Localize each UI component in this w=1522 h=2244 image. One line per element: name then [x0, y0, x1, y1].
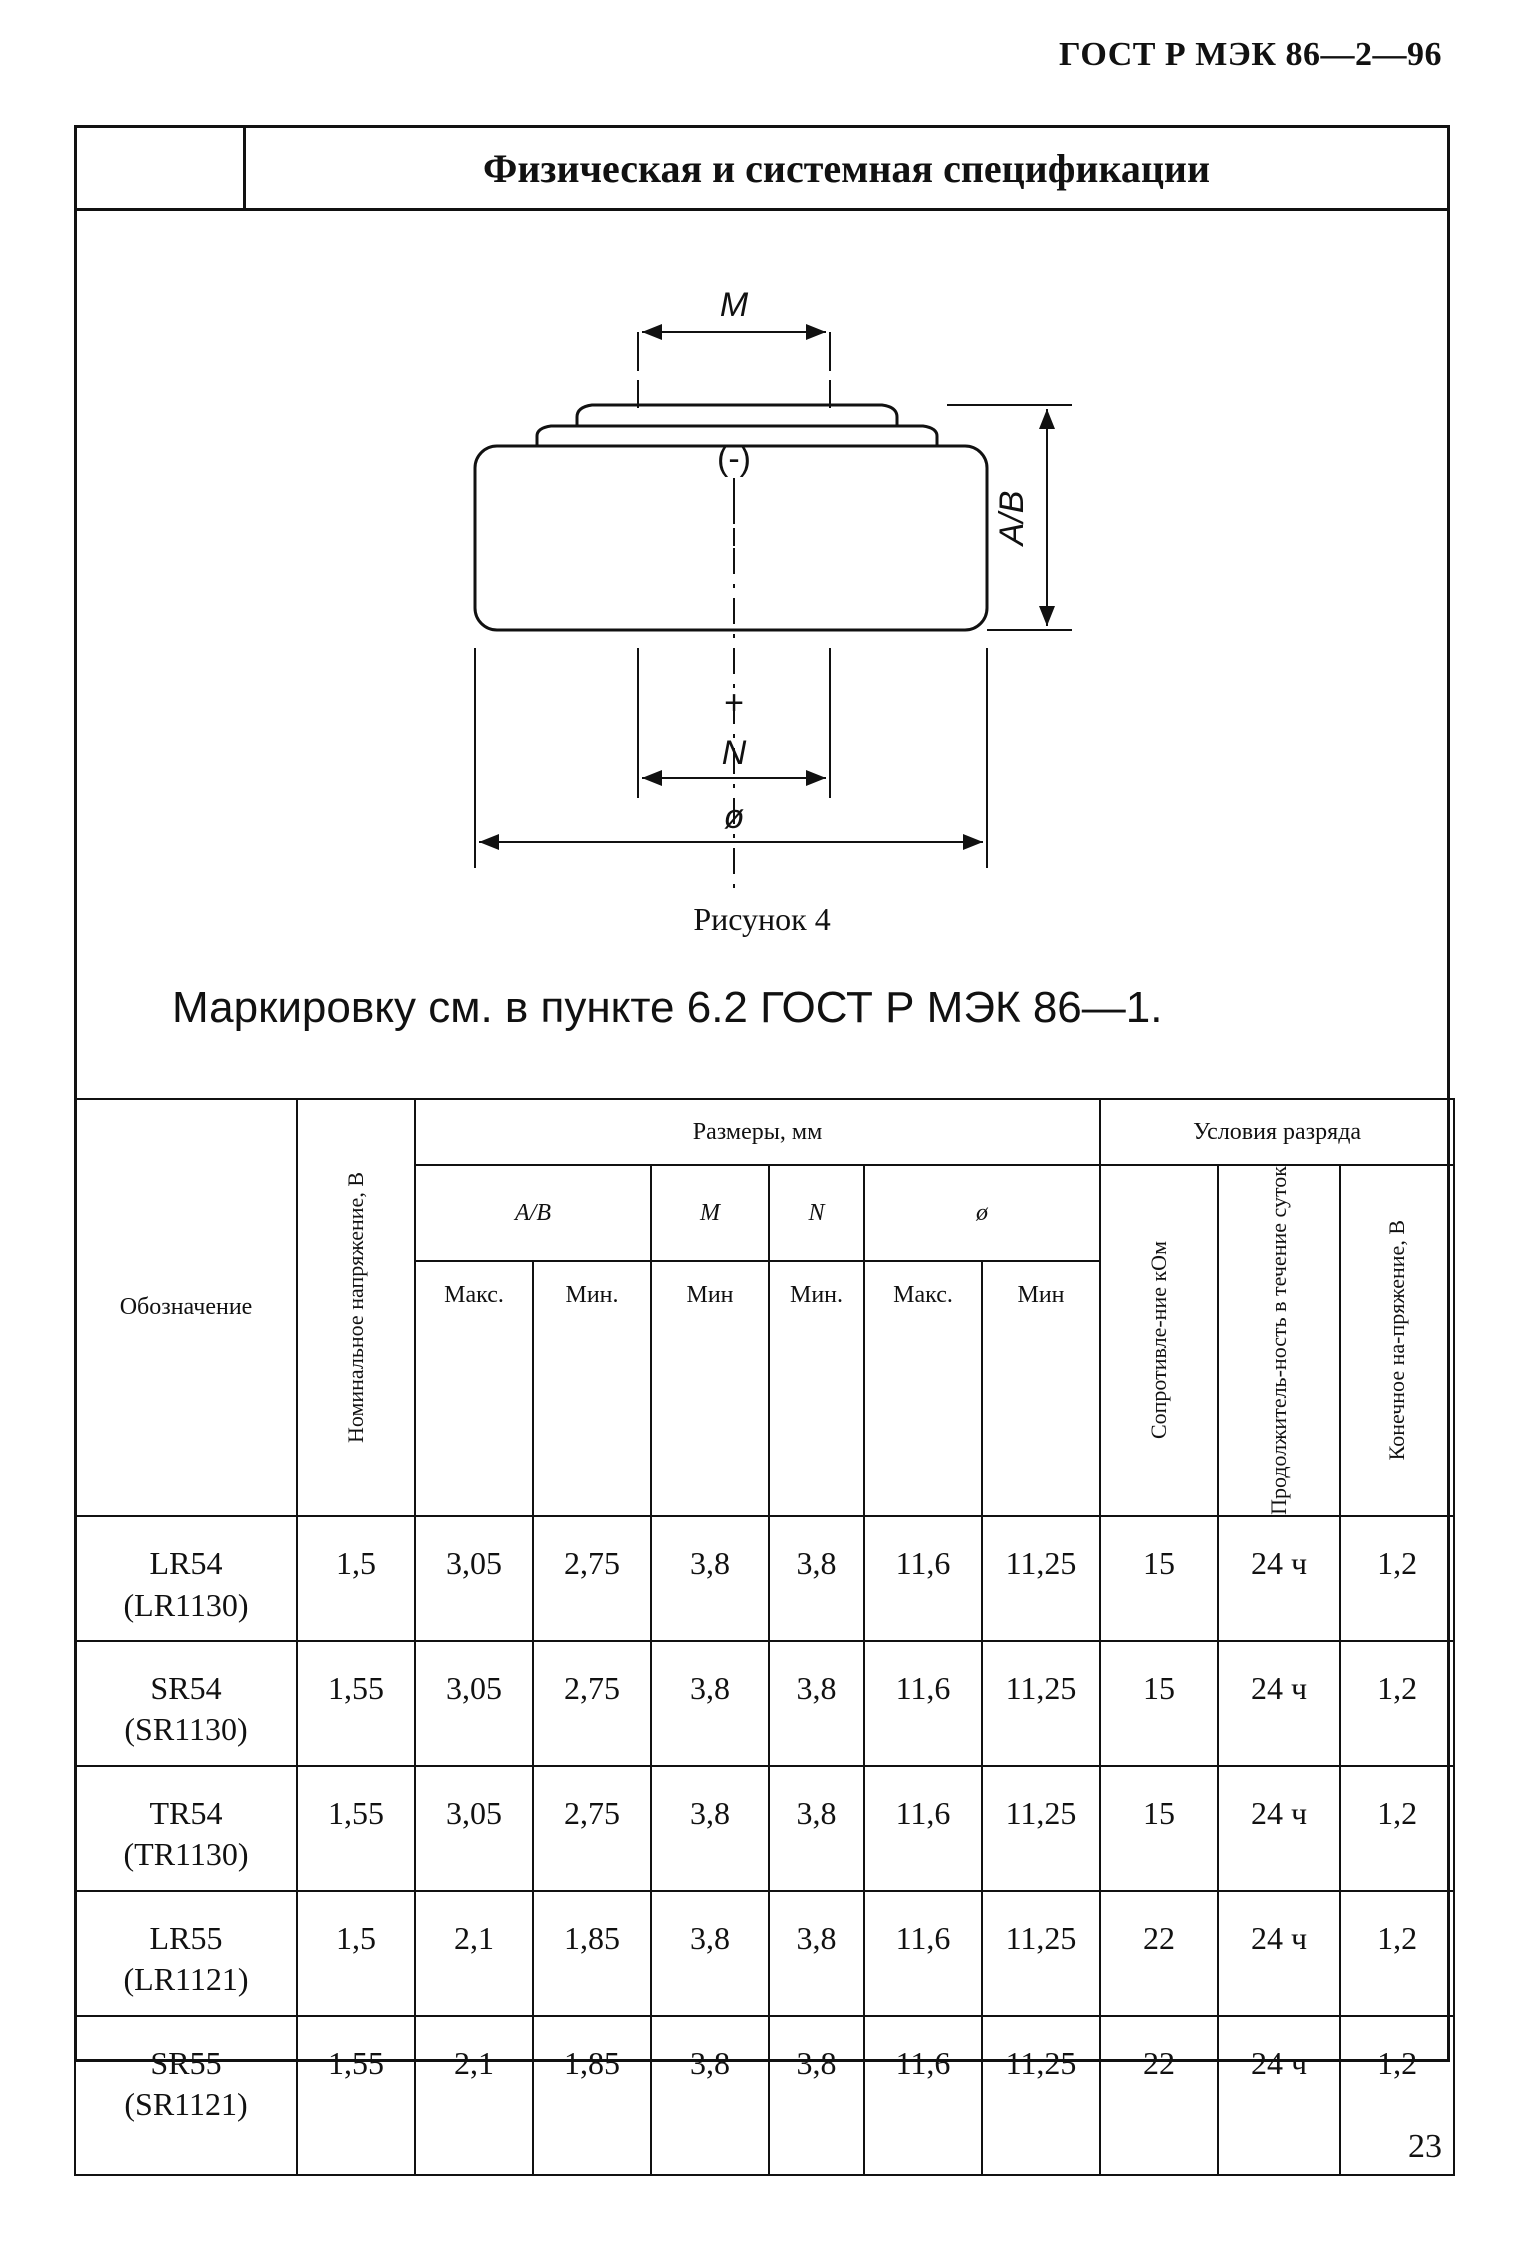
designation-code: SR55: [150, 2044, 222, 2081]
designation-code: LR54: [149, 1544, 223, 1581]
header-diameter: ø: [864, 1165, 1100, 1261]
designation-alt-code: (LR1130): [123, 1586, 249, 1623]
table-row: [75, 1516, 1454, 1641]
designation-alt-code: (TR1130): [123, 1836, 249, 1873]
header-m: M: [651, 1165, 769, 1261]
cell-m-min: 3,8: [651, 1766, 769, 1891]
battery-drawing: [77, 208, 1453, 898]
specification-frame: [74, 125, 1450, 2123]
header-voltage: Номинальное напряжение, В: [297, 1099, 415, 1516]
cell-ab-max: 3,05: [415, 1516, 533, 1641]
spec-table: [74, 1098, 1455, 2176]
header-n: N: [769, 1165, 864, 1261]
cell-ab-min: 1,85: [533, 1891, 651, 2016]
cell-ab-max: 3,05: [415, 1766, 533, 1891]
label-N: N: [721, 734, 747, 772]
designation-alt-code: (LR1121): [123, 1961, 249, 1998]
cell-duration: 24 ч: [1218, 1766, 1340, 1891]
cell-d-max: 11,6: [864, 1516, 982, 1641]
label-plus: +: [724, 684, 744, 722]
cell-m-min: 3,8: [651, 1891, 769, 2016]
cell-d-min: 11,25: [982, 2016, 1100, 2175]
cell-resistance: 22: [1100, 2016, 1218, 2175]
cell-voltage: 1,5: [297, 1516, 415, 1641]
title-row: [77, 128, 1447, 211]
cell-ab-min: 2,75: [533, 1516, 651, 1641]
cell-duration: 24 ч: [1218, 2016, 1340, 2175]
cell-ab-max: 2,1: [415, 1891, 533, 2016]
label-AB: A/B: [993, 490, 1031, 546]
cell-d-max: 11,6: [864, 1766, 982, 1891]
header-designation: Обозначение: [75, 1099, 297, 1516]
cell-d-min: 11,25: [982, 1766, 1100, 1891]
cell-d-min: 11,25: [982, 1516, 1100, 1641]
designation-code: LR55: [149, 1919, 223, 1956]
header-m-min: Мин: [651, 1261, 769, 1515]
cell-m-min: 3,8: [651, 1641, 769, 1766]
cell-ab-min: 2,75: [533, 1641, 651, 1766]
cell-ab-max: 3,05: [415, 1641, 533, 1766]
cell-end-voltage: 1,2: [1340, 2016, 1454, 2175]
cell-designation: [75, 1891, 297, 2016]
cell-designation: [75, 1766, 297, 1891]
cell-designation: [75, 2016, 297, 2175]
cell-m-min: 3,8: [651, 1516, 769, 1641]
cell-d-min: 11,25: [982, 1641, 1100, 1766]
cell-n-min: 3,8: [769, 2016, 864, 2175]
document-code: ГОСТ Р МЭК 86—2—96: [1059, 36, 1442, 73]
cell-designation: [75, 1516, 297, 1641]
table-row: [75, 1766, 1454, 1891]
cell-d-max: 11,6: [864, 1641, 982, 1766]
header-d-max: Макс.: [864, 1261, 982, 1515]
cell-end-voltage: 1,2: [1340, 1641, 1454, 1766]
designation-alt-code: (SR1121): [124, 2086, 248, 2123]
cell-n-min: 3,8: [769, 1516, 864, 1641]
header-dimensions: Размеры, мм: [415, 1099, 1100, 1165]
section-title: Физическая и системная спецификации: [482, 145, 1211, 191]
cell-duration: 24 ч: [1218, 1516, 1340, 1641]
figure-caption: Рисунок 4: [693, 901, 831, 937]
header-ab-max: Макс.: [415, 1261, 533, 1515]
header-duration: Продолжитель-ность в течение суток: [1218, 1165, 1340, 1516]
cell-end-voltage: 1,2: [1340, 1891, 1454, 2016]
table-row: [75, 2016, 1454, 2175]
cell-ab-max: 2,1: [415, 2016, 533, 2175]
label-minus: (-): [717, 440, 751, 478]
cell-end-voltage: 1,2: [1340, 1516, 1454, 1641]
cell-resistance: 22: [1100, 1891, 1218, 2016]
cell-end-voltage: 1,2: [1340, 1766, 1454, 1891]
cell-ab-min: 1,85: [533, 2016, 651, 2175]
page-number: 23: [1408, 2128, 1442, 2165]
cell-n-min: 3,8: [769, 1766, 864, 1891]
cell-resistance: 15: [1100, 1766, 1218, 1891]
cell-n-min: 3,8: [769, 1641, 864, 1766]
cell-n-min: 3,8: [769, 1891, 864, 2016]
cell-resistance: 15: [1100, 1641, 1218, 1766]
cell-m-min: 3,8: [651, 2016, 769, 2175]
header-d-min: Мин: [982, 1261, 1100, 1515]
header-end-voltage: Конечное на-пряжение, В: [1340, 1165, 1454, 1516]
cell-voltage: 1,55: [297, 1766, 415, 1891]
label-M: M: [719, 286, 749, 324]
cell-resistance: 15: [1100, 1516, 1218, 1641]
cell-duration: 24 ч: [1218, 1891, 1340, 2016]
designation-alt-code: (SR1130): [124, 1711, 248, 1748]
cell-d-max: 11,6: [864, 1891, 982, 2016]
table-row: [75, 1641, 1454, 1766]
cell-voltage: 1,55: [297, 2016, 415, 2175]
designation-code: TR54: [149, 1794, 223, 1831]
table-row: [75, 1891, 1454, 2016]
header-resistance: Сопротивле-ние кОм: [1100, 1165, 1218, 1516]
header-ab-min: Мин.: [533, 1261, 651, 1515]
header-discharge: Условия разряда: [1100, 1099, 1454, 1165]
label-diameter: ø: [723, 798, 745, 836]
cell-ab-min: 2,75: [533, 1766, 651, 1891]
marking-note: Маркировку см. в пункте 6.2 ГОСТ Р МЭК 86—1.: [172, 983, 1163, 1032]
cell-duration: 24 ч: [1218, 1641, 1340, 1766]
header-ab: A/B: [415, 1165, 651, 1261]
cell-d-max: 11,6: [864, 2016, 982, 2175]
cell-d-min: 11,25: [982, 1891, 1100, 2016]
cell-voltage: 1,5: [297, 1891, 415, 2016]
cell-voltage: 1,55: [297, 1641, 415, 1766]
battery-cap-step-2: [577, 405, 897, 426]
header-n-min: Мин.: [769, 1261, 864, 1515]
designation-code: SR54: [150, 1669, 222, 1706]
cell-designation: [75, 1641, 297, 1766]
